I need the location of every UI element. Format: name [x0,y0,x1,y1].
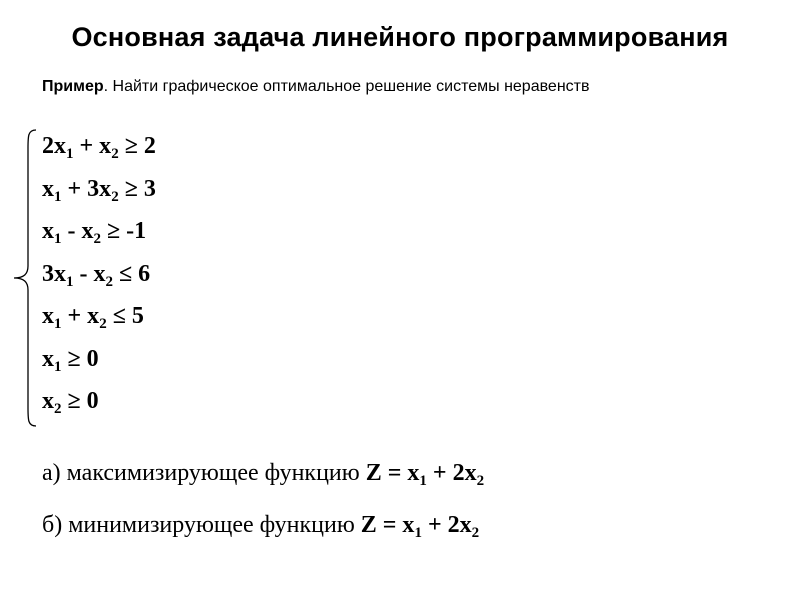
left-brace [10,128,40,428]
inequality-3: $x_1 - x_2 \ge -1$ [42,218,147,247]
inequality-1: $2x_1 + x_2 \ge 2$ [42,133,156,162]
inequality-6: $x_1 \ge 0$ [42,345,99,375]
option-minimize: б) минимизирующее функцию $Z = x_1 + 2x_2$ [42,512,480,541]
option-maximize: а) максимизирующее функцию $Z = x_1 + 2x_2$ [42,460,485,489]
example-statement [42,78,589,96]
example-text: . Найти графическое оптимальное решение системы неравенств [103,78,590,95]
inequality-system [42,125,156,423]
inequality-2: $x_1 + 3x_2 \ge 3$ [42,175,156,205]
objective-formula: $Z = x_1 + 2x_2$ [360,512,480,541]
objective-formula: $Z = x_1 + 2x_2$ [365,460,485,489]
inequality-4: $3x_1 - x_2 \le 6$ [42,260,151,290]
inequality-7: $x_2 \ge 0$ [42,388,99,417]
inequality-5: $x_1 + x_2 \le 5$ [42,303,144,332]
page-title: Основная задача линейного программирования [71,22,729,52]
example-label: Пример [42,78,104,95]
